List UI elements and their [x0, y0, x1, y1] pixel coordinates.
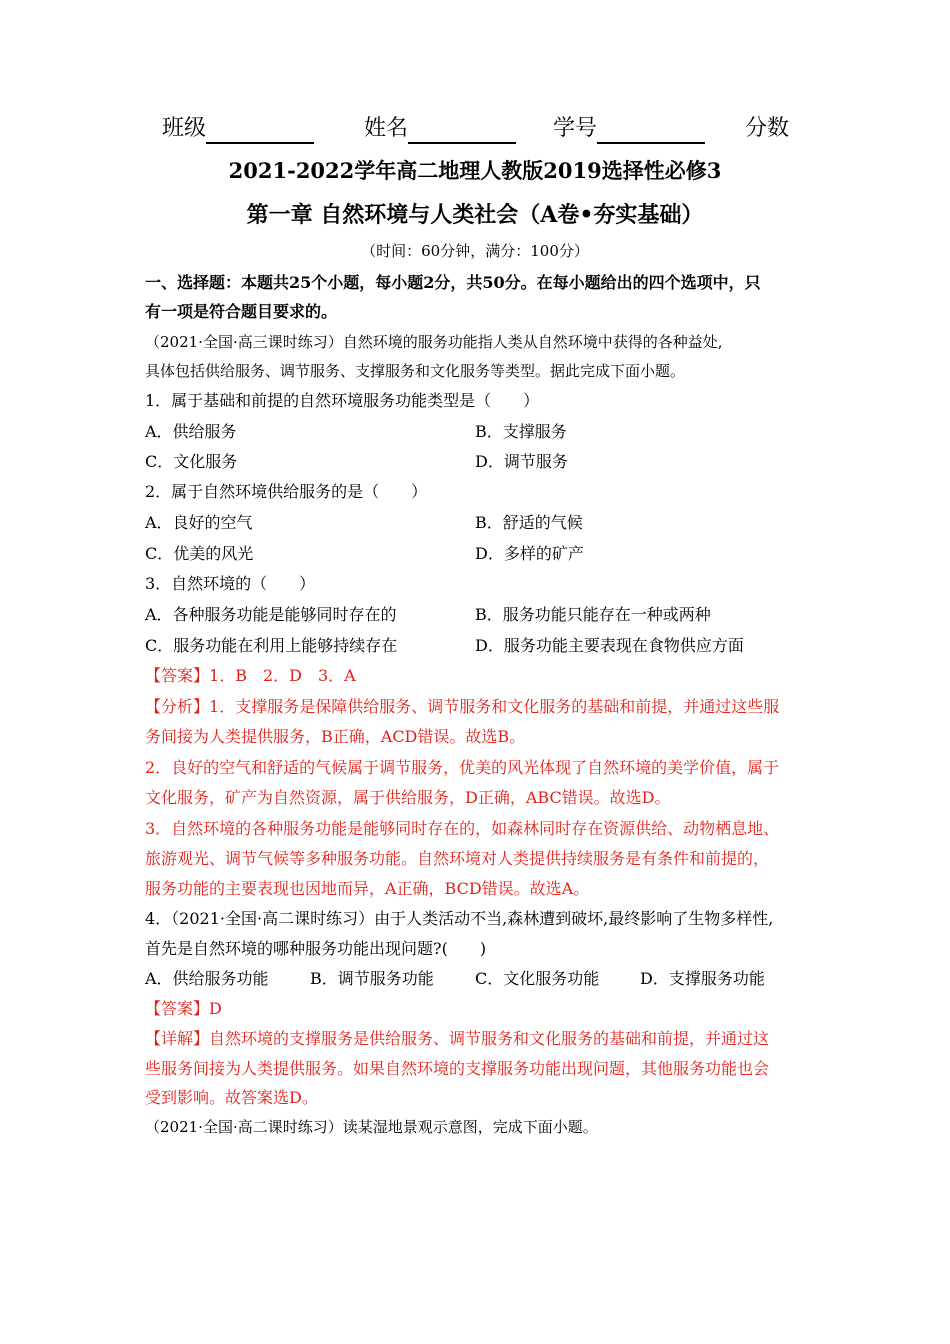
question-3-option-b[interactable]: B．服务功能只能存在一种或两种	[475, 605, 711, 624]
detail-line-2: 些服务间接为人类提供服务。如果自然环境的支撑服务功能出现问题，其他服务功能也会	[145, 1059, 770, 1078]
passage-2-intro: （2021·全国·高二课时练习）读某湿地景观示意图，完成下面小题。	[145, 1118, 598, 1136]
passage-intro: （2021·全国·高三课时练习）自然环境的服务功能指人类从自然环境中获得的各种益处,	[145, 333, 723, 351]
analysis-line-6: 旅游观光、调节气候等多种服务功能。自然环境对人类提供持续服务是有条件和前提的，	[145, 849, 770, 868]
question-3-stem: 3．自然环境的（ ）	[145, 574, 316, 593]
student-id-label: 学号	[553, 114, 705, 144]
question-4-option-b[interactable]: B．调节服务功能	[310, 969, 434, 988]
question-4-stem: 4．（2021·全国·高二课时练习）由于人类活动不当,森林遭到破坏,最终影响了生物多样性,	[145, 909, 774, 928]
question-4-option-d[interactable]: D．支撑服务功能	[640, 969, 765, 988]
question-4-stem-cont: 首先是自然环境的哪种服务功能出现问题?( )	[145, 939, 487, 958]
detail-line-3: 受到影响。故答案选D。	[145, 1088, 318, 1107]
student-id-blank[interactable]	[597, 120, 705, 144]
question-2-stem: 2．属于自然环境供给服务的是（ ）	[145, 482, 428, 501]
question-3-option-a[interactable]: A．各种服务功能是能够同时存在的	[145, 605, 397, 624]
question-2-option-c[interactable]: C．优美的风光	[145, 544, 254, 563]
analysis-line-4: 文化服务，矿产为自然资源，属于供给服务，D正确，ABC错误。故选D。	[145, 788, 671, 807]
class-label: 班级	[162, 114, 314, 144]
score-label: 分数	[745, 116, 790, 141]
question-2-option-b[interactable]: B．舒适的气候	[475, 513, 583, 532]
name-blank[interactable]	[408, 120, 516, 144]
detail-line-1: 【详解】自然环境的支撑服务是供给服务、调节服务和文化服务的基础和前提，并通过这	[145, 1029, 770, 1048]
question-2-option-a[interactable]: A．良好的空气	[145, 513, 253, 532]
section-heading: 一、选择题：本题共25个小题，每小题2分，共50分。在每小题给出的四个选项中，只	[145, 273, 761, 292]
question-1-stem: 1．属于基础和前提的自然环境服务功能类型是（ ）	[145, 391, 540, 410]
analysis-line-7: 服务功能的主要表现也因地而异，A正确，BCD错误。故选A。	[145, 879, 590, 898]
answer-4: 【答案】D	[145, 999, 222, 1018]
question-4-option-c[interactable]: C．文化服务功能	[475, 969, 600, 988]
analysis-line-3: 2．良好的空气和舒适的气候属于调节服务，优美的风光体现了自然环境的美学价值，属于	[145, 758, 780, 777]
section-heading-cont: 有一项是符合题目要求的。	[145, 302, 338, 321]
analysis-line-1: 【分析】1．支撑服务是保障供给服务、调节服务和文化服务的基础和前提，并通过这些服	[145, 697, 780, 716]
question-2-option-d[interactable]: D．多样的矿产	[475, 544, 584, 563]
name-label: 姓名	[364, 114, 516, 144]
exam-time-note: （时间：60分钟，满分：100分）	[361, 242, 589, 260]
question-1-option-d[interactable]: D．调节服务	[475, 452, 568, 471]
document-title: 2021-2022学年高二地理人教版2019选择性必修3	[228, 158, 722, 183]
question-3-option-c[interactable]: C．服务功能在利用上能够持续存在	[145, 636, 398, 655]
analysis-line-5: 3．自然环境的各种服务功能是能够同时存在的，如森林同时存在资源供给、动物栖息地、	[145, 819, 780, 838]
question-3-option-d[interactable]: D．服务功能主要表现在食物供应方面	[475, 636, 744, 655]
question-4-option-a[interactable]: A．供给服务功能	[145, 969, 269, 988]
answer-1-3: 【答案】1．B 2．D 3．A	[145, 666, 356, 685]
question-1-option-b[interactable]: B．支撑服务	[475, 422, 567, 441]
passage-intro-cont: 具体包括供给服务、调节服务、支撑服务和文化服务等类型。据此完成下面小题。	[145, 362, 686, 380]
question-1-option-c[interactable]: C．文化服务	[145, 452, 238, 471]
chapter-title: 第一章 自然环境与人类社会（A卷•夯实基础）	[246, 202, 704, 228]
question-1-option-a[interactable]: A．供给服务	[145, 422, 237, 441]
class-blank[interactable]	[206, 120, 314, 144]
analysis-line-2: 务间接为人类提供服务，B正确，ACD错误。故选B。	[145, 727, 526, 746]
